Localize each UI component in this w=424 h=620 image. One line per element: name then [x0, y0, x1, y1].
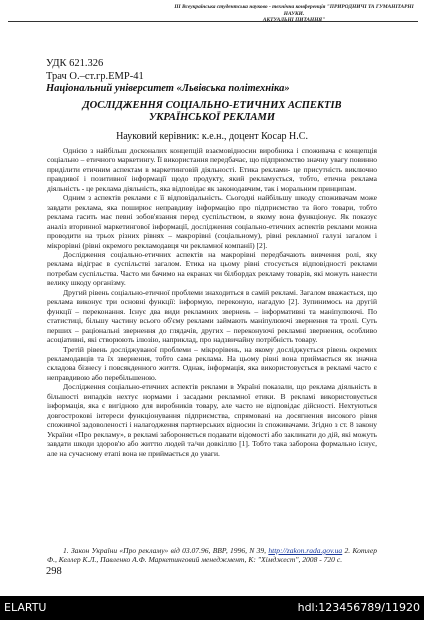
- udc-code: УДК 621.326: [46, 58, 104, 69]
- affiliation: Національний університет «Львівська політехніка»: [46, 83, 290, 94]
- paragraph: Дослідження соціально-етичних аспектів на макрорівні передбачають вивчення ролі, яку реклама відіграє в суспільстві загалом. Етика на цьому рівні стосується відповідності реклами потребам суспільства. Часто ми бачимо на екранах чи білбордах рекламу товарів, які можуть нанести велику шкоду організму.: [47, 249, 377, 288]
- header-divider: [8, 21, 418, 22]
- reference-1-text: 1. Закон України «Про рекламу» від 03.07.96, ВВР, 1996, N 39,: [63, 546, 269, 555]
- paragraph: Однією з найбільш досконалих концепцій взаємовідносин виробника і споживача є концепція соціально – етичного маркетингу. Її використання передбачає, що підприємство значну увагу повинно приділити етичним аспектам в маркетинговій діяльності. Етика реклами- це присутність виключно правдивої і позитивної інформації щодо продукту, який рекламується, тобто, етична реклама діяльність - це реклама діяльність, яка відповідає як законодавчим, так і моральним принципам.: [47, 146, 377, 193]
- conference-header-line1: III Всеукраїнська студентська науково - технічна конференція "ПРИРОДНИЧІ ТА ГУМАНІТАРНІ НАУКИ.: [174, 4, 414, 17]
- article-title-line1: ДОСЛІДЖЕННЯ СОЦІАЛЬНО-ЕТИЧНИХ АСПЕКТІВ: [82, 100, 342, 111]
- footer-bar: [0, 596, 424, 620]
- reference-2-text: 2. Котлер Ф., Келлер К.Л., Павленко А.Ф. Маркетинговий менеджмент, К: "Хімджест", 2008 - 720 с.: [47, 546, 377, 565]
- supervisor-line: Науковий керівник: к.е.н., доцент Косар Н.С.: [116, 131, 308, 142]
- article-title-line2: УКРАЇНСЬКОЇ РЕКЛАМИ: [148, 112, 275, 123]
- repository-name: ELARTU: [4, 601, 47, 614]
- paragraph: Третій рівень досліджуваної проблеми – мікрорівень, на якому досліджується рівень окремих рекламодавців та їх звернення, тобто сама реклама. На цьому рівні вона приймається як значна складова бізнесу і повсякденного життя. Однак, інформація, яка використовується в рекламі часто є неправдивою або перебільшеною.: [47, 344, 377, 382]
- paragraph: Дослідження соціально-етичних аспектів реклами в Україні показали, що реклама діяльність в більшості випадків нехтує нормами і засадами рекламної етики. В рекламі використовується інформація, яка є вигідною для виробників товару, але часто не відповідає дійсності. Нехтуються довгостроковi інтереси функціонування підприємства, спрямовані на досягнення високого рівня споживчої задоволеності і налагодження партнерських відносин із споживачами. Згідно з ст. 8 закону України «Про рекламу», в рекламі забороняється подавати відомості або закликати до дій, які можуть завдати шкоди здоров'ю або життю людей та/чи довкіллю [1]. Тобто така заборона формально існує, але на сучасному етапі вона не приймається до уваги.: [47, 382, 377, 458]
- author-line: Трач О.–ст.гр.ЕМР-41: [46, 71, 144, 82]
- handle-id: hdl:123456789/11920: [297, 601, 420, 614]
- reference-link[interactable]: http://zakon.rada.gov.ua: [268, 546, 343, 555]
- paragraph: Одним з аспектів реклами є її відповідальність. Сьогодні найбільшу шкоду споживачам може завдати реклама, яка поширює неправдиву інформацію про підприємство та його товари, тобто реклама гасить має певні зобов'язання перед суспільством, в якому вона функціонує. Як показує аналіз вторинної маркетингової інформації, дослідження соціально-етичних аспектів реклами можна проводити на трьох різних рівнях – макрорівні (соціальному), рівні рекламної галузі загалом і мікрорівні (рівні окремого рекламодавця чи рекламної компанії) [2].: [47, 193, 377, 250]
- article-body: [47, 146, 377, 458]
- article-title: [40, 100, 384, 124]
- references: [47, 546, 377, 565]
- page-number: 298: [46, 566, 62, 577]
- conference-header-line2: АКТУАЛЬНІ ПИТАННЯ": [262, 17, 326, 24]
- reference-list: [47, 546, 377, 565]
- paragraph: Другий рівень соціально-етичної проблеми знаходиться в самій рекламі. Загалом вважається, що реклама виконує три основні функції: інформую, переконую, нагадую [2]. Зупинимось на другій функції – переконання. Існує два види рекламних звернень – інформативні та маніпулюючі. По статистиці, більшу частину всього об'єму реклами займають маніпулюючі звернення та тролі. Суть перших – раціональні звернення до глядачів, других – переконуючі рекламні звернення, особливо асоціативні, які створюють ілюзію, наприклад, про надзвичайну потрібність товару.: [47, 287, 377, 345]
